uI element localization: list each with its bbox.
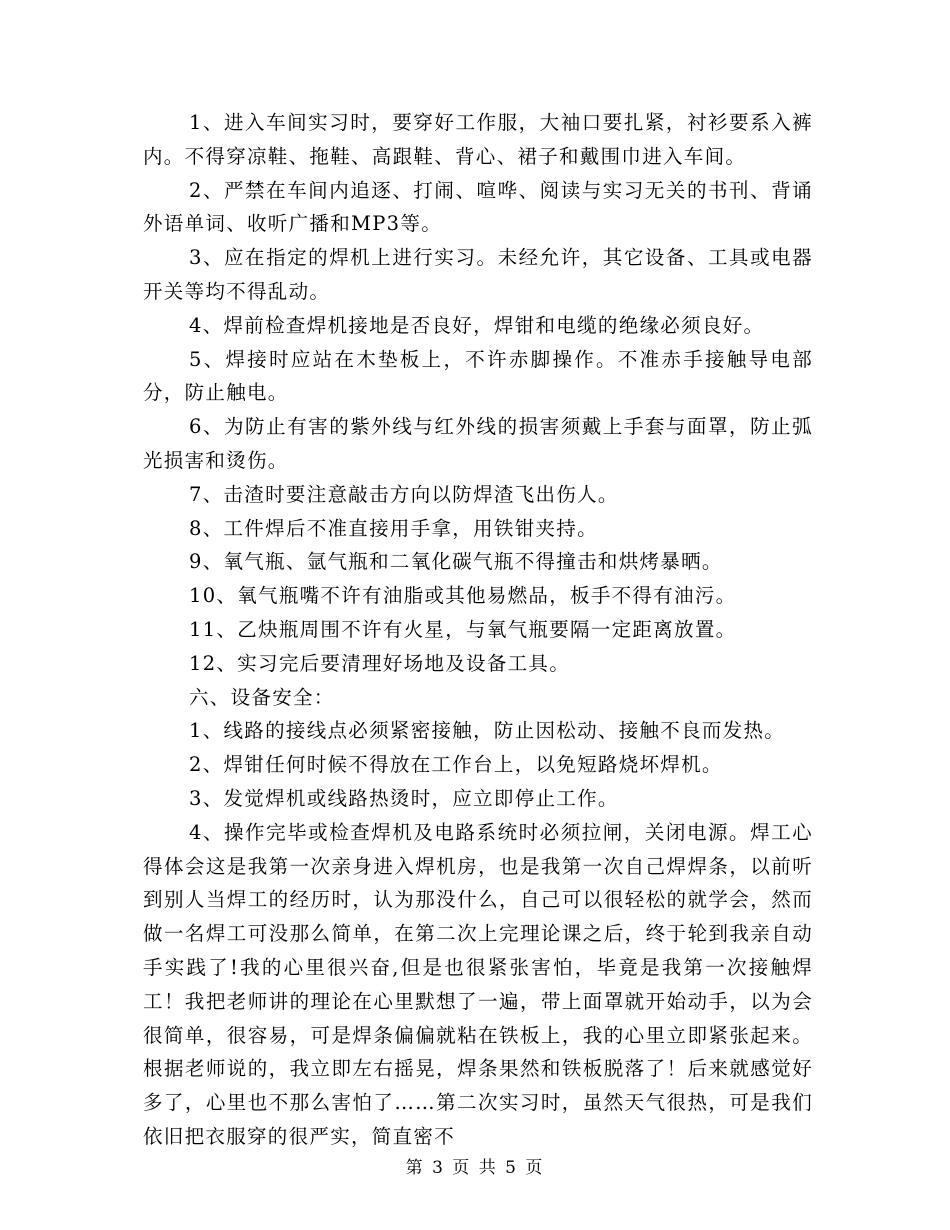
paragraph: 2、严禁在车间内追逐、打闹、喧哗、阅读与实习无关的书刊、背诵外语单词、收听广播和MP3等。: [143, 178, 813, 236]
paragraph: 3、应在指定的焊机上进行实习。未经允许，其它设备、工具或电器开关等均不得乱动。: [143, 246, 813, 303]
section-heading: 六、设备安全：: [189, 685, 335, 709]
paragraph: 12、实习完后要清理好场地及设备工具。: [189, 651, 571, 675]
paragraph: 3、发觉焊机或线路热烫时，应立即停止工作。: [189, 786, 619, 810]
paragraph: 1、进入车间实习时，要穿好工作服，大袖口要扎紧，衬衫要系入裤内。不得穿凉鞋、拖鞋、高跟鞋、背心、裙子和戴围巾进入车间。: [143, 111, 813, 168]
paragraph: 11、乙炔瓶周围不许有火星，与氧气瓶要隔一定距离放置。: [189, 617, 737, 641]
paragraph: 5、焊接时应站在木垫板上，不许赤脚操作。不准赤手接触导电部分，防止触电。: [143, 347, 813, 405]
paragraph: 4、焊前检查焊机接地是否良好，焊钳和电缆的绝缘必须良好。: [189, 313, 765, 337]
page-number-footer: 第 3 页 共 5 页: [405, 1158, 545, 1178]
paragraph: 2、焊钳任何时候不得放在工作台上，以免短路烧坏焊机。: [189, 753, 723, 777]
paragraph: 7、击渣时要注意敲击方向以防焊渣飞出伤人。: [189, 482, 619, 506]
paragraph: 9、氧气瓶、氩气瓶和二氧化碳气瓶不得撞击和烘烤暴晒。: [189, 550, 723, 574]
paragraph: 6、为防止有害的紫外线与红外线的损害须戴上手套与面罩，防止弧光损害和烫伤。: [143, 415, 813, 472]
paragraph: 8、工件焊后不准直接用手拿，用铁钳夹持。: [189, 516, 598, 540]
paragraph: 10、氧气瓶嘴不许有油脂或其他易燃品，板手不得有油污。: [189, 584, 737, 608]
paragraph: 1、线路的接线点必须紧密接触，防止因松动、接触不良而发热。: [189, 719, 786, 743]
paragraph: 4、操作完毕或检查焊机及电路系统时必须拉闸，关闭电源。焊工心得体会这是我第一次亲身进入焊机房，也是我第一次自己焊焊条，以前听到别人当焊工的经历时，认为那没什么，自己可以很轻松的就学会，然而做一名焊工可没那么简单，在第二次上完理论课之后，终于轮到我亲自动手实践了!我的心里很兴奋,但是也很紧张害怕，毕竟是我第一次接触焊工！我把老师讲的理论在心里默想了一遍，带上面罩就开始动手，以为会很简单，很容易，可是焊条偏偏就粘在铁板上，我的心里立即紧张起来。根据老师说的，我立即左右摇晃，焊条果然和铁板脱落了！后来就感觉好多了，心里也不那么害怕了……第二次实习时，虽然天气很热，可是我们依旧把衣服穿的很严实，简直密不: [143, 820, 813, 1148]
document-body: [143, 106, 813, 1154]
